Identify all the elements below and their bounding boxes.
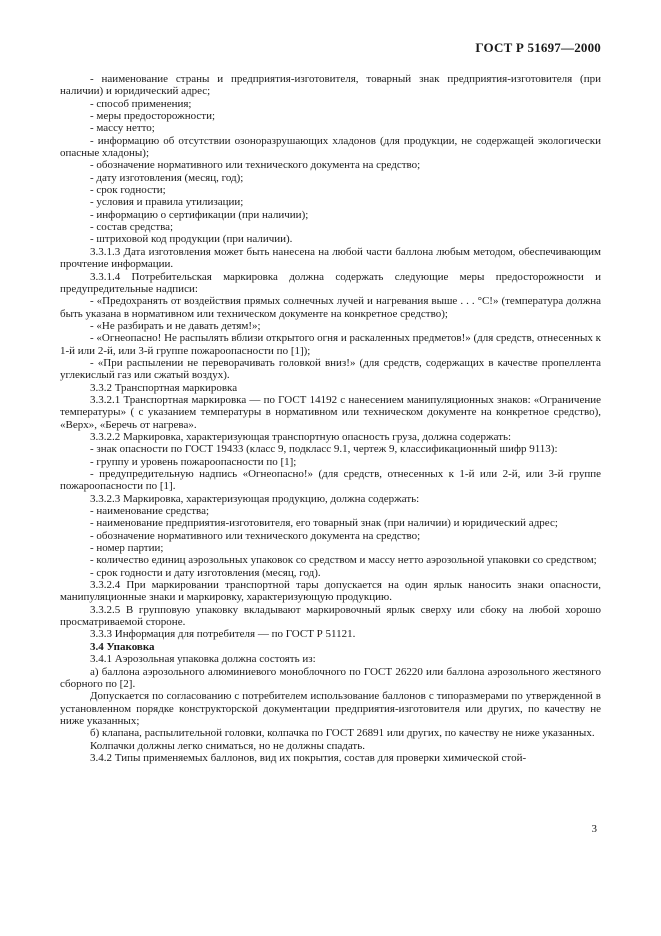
list-item: - наименование предприятия-изготовителя, его товарный знак (при наличии) и юридический адрес;	[90, 517, 558, 530]
clause-3-3-1-4: 3.3.1.4 Потребительская маркировка должна содержать следующие меры предосторожности и предупредительные надписи:	[60, 270, 601, 295]
clause-3-3-2-1: 3.3.2.1 Транспортная маркировка — по ГОСТ 14192 с нанесением манипуляционных знаков: «Ограничение температуры» ( с указанием температуры в нормативном или техническом документе на конкретное средство), «Верх», «Беречь от нагрева».	[60, 393, 601, 431]
list-item: - срок годности;	[90, 184, 166, 197]
list-item: - состав средства;	[90, 221, 174, 234]
page-number: 3	[591, 823, 597, 835]
clause-3-4-2: 3.4.2 Типы применяемых баллонов, вид их покрытия, состав для проверки химической стой-	[90, 751, 527, 764]
clause-3-3-2-3: 3.3.2.3 Маркировка, характеризующая продукцию, должна содержать:	[90, 492, 420, 505]
clause-3-3-3: 3.3.3 Информация для потребителя — по ГОСТ Р 51121.	[90, 628, 356, 641]
list-item: - предупредительную надпись «Огнеопасно!» (для средств, отнесенных к 1-й или 2-й, или 3-й группе пожароопасности по [1].	[60, 468, 601, 493]
paragraph: Колпачки должны легко сниматься, но не должны спадать.	[90, 739, 366, 752]
list-item: - наименование средства;	[90, 505, 210, 518]
list-item: - меры предосторожности;	[90, 110, 216, 123]
list-item: - обозначение нормативного или технического документа на средство;	[90, 529, 421, 542]
paragraph: - наименование страны и предприятия-изготовителя, товарный знак предприятия-изготовителя (при наличии) и юридический адрес;	[60, 73, 601, 98]
clause-3-3-2: 3.3.2 Транспортная маркировка	[90, 381, 238, 394]
clause-3-3-2-2: 3.3.2.2 Маркировка, характеризующая транспортную опасность груза, должна содержать:	[90, 430, 512, 443]
list-item-a: а) баллона аэрозольного алюминиевого моноблочного по ГОСТ 26220 или баллона аэрозольного жестяного сборного по [2].	[60, 665, 601, 690]
paragraph: Допускается по согласованию с потребителем использование баллонов с типоразмерами по утвержденной в установленном порядке конструкторской документации предприятия-изготовителя или других, по качеству не ниже указанных;	[60, 690, 601, 727]
list-item: - группу и уровень пожароопасности по [1];	[90, 455, 297, 468]
list-item: - «Не разбирать и не давать детям!»;	[90, 319, 261, 332]
list-item: - знак опасности по ГОСТ 19433 (класс 9, подкласс 9.1, чертеж 9, классификационный шифр 9113):	[90, 443, 558, 456]
list-item: - номер партии;	[90, 542, 164, 555]
clause-3-3-2-4: 3.3.2.4 При маркировании транспортной тары допускается на один ярлык наносить знаки опасности, манипуляционные знаки и маркировку, характеризующую продукцию.	[60, 579, 601, 604]
document-body	[60, 73, 601, 764]
list-item: - дату изготовления (месяц, год);	[90, 171, 244, 184]
list-item: - «Предохранять от воздействия прямых солнечных лучей и нагревания выше . . . °С!» (температура должна быть указана в нормативном или техническом документе на конкретное средство);	[60, 295, 601, 320]
list-item: - информацию о сертификации (при наличии);	[90, 208, 309, 221]
list-item: - информацию об отсутствии озоноразрушающих хладонов (для продукции, не содержащей экологически опасные хладоны);	[60, 134, 601, 160]
list-item: - «Огнеопасно! Не распылять вблизи открытого огня и раскаленных предметов!» (для средств, отнесенных к 1-й или 2-й, или 3-й группе пожароопасности по [1]);	[60, 332, 602, 357]
list-item: - массу нетто;	[90, 122, 155, 135]
list-item-b: б) клапана, распылительной головки, колпачка по ГОСТ 26891 или других, по качеству не ниже указанных.	[90, 727, 595, 740]
list-item: - срок годности и дату изготовления (месяц, год).	[90, 566, 321, 579]
clause-3-3-2-5: 3.3.2.5 В групповую упаковку вкладывают маркировочный ярлык сверху или сбоку на любой хорошо просматриваемой стороне.	[60, 603, 601, 629]
standard-header: ГОСТ Р 51697—2000	[475, 40, 601, 55]
list-item: - «При распылении не переворачивать головкой вниз!» (для средств, содержащих в качестве пропеллента углекислый газ или сжатый воздух).	[60, 356, 601, 382]
clause-3-3-1-3: 3.3.1.3 Дата изготовления может быть нанесена на любой части баллона любым методом, обеспечивающим прочтение информации.	[60, 245, 601, 271]
list-item: - условия и правила утилизации;	[90, 196, 244, 209]
list-item: - штриховой код продукции (при наличии).	[90, 233, 293, 246]
list-item: - обозначение нормативного или технического документа на средство;	[90, 159, 421, 172]
list-item: - количество единиц аэрозольных упаковок со средством и массу нетто аэрозольной упаковки со средством;	[90, 554, 597, 567]
clause-3-4-1: 3.4.1 Аэрозольная упаковка должна состоять из:	[90, 653, 316, 666]
list-item: - способ применения;	[90, 97, 192, 110]
section-heading-3-4: 3.4 Упаковка	[90, 640, 155, 653]
